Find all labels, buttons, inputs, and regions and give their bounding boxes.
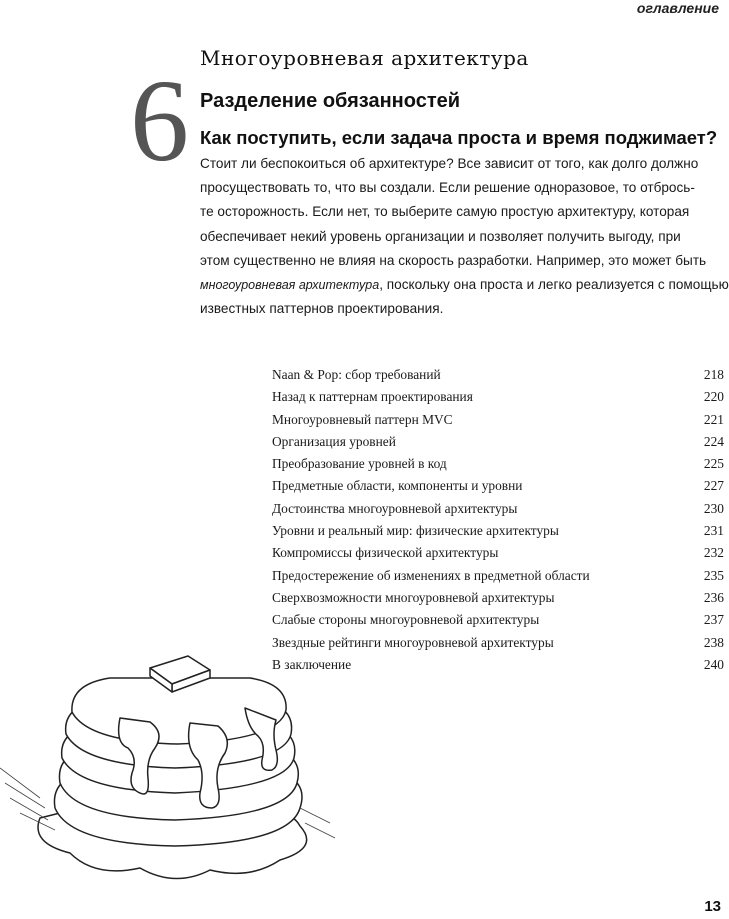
toc-entry[interactable] — [272, 386, 724, 408]
toc-entry-title: Слабые стороны многоуровневой архитектуры — [272, 612, 540, 628]
intro-line: этом существенно не влияя на скорость разработки. Например, это может быть — [200, 252, 707, 268]
chapter-title: Разделение обязанностей — [200, 90, 461, 112]
toc-entry-page: 240 — [703, 656, 724, 672]
toc-entry-title: Назад к паттернам проектирования — [272, 389, 473, 405]
toc-entry-page: 230 — [703, 500, 724, 516]
toc-entry-page: 237 — [703, 612, 724, 628]
toc-entry[interactable] — [272, 431, 724, 453]
toc-entry[interactable] — [272, 409, 724, 431]
toc-entry[interactable] — [272, 542, 724, 564]
toc-entry-page: 231 — [703, 523, 724, 539]
intro-emphasis: многоуровневая архитектура — [200, 278, 380, 293]
pancake-stack-illustration — [0, 648, 340, 898]
toc-entry-page: 232 — [703, 545, 724, 561]
toc-entry-title: Организация уровней — [272, 433, 396, 449]
toc-entry-page: 225 — [703, 456, 724, 472]
intro-question: Как поступить, если задача проста и время поджимает? — [200, 127, 718, 148]
toc-entry-page: 227 — [703, 478, 724, 494]
toc-entry-title: Сверхвозможности многоуровневой архитектуры — [272, 589, 555, 605]
toc-entry-title: Преобразование уровней в код — [272, 456, 447, 472]
toc-entry-page: 235 — [703, 567, 724, 583]
intro-line: Стоит ли беспокоиться об архитектуре? Все зависит от того, как долго должно — [200, 156, 699, 171]
toc-entry[interactable] — [272, 364, 724, 386]
toc-entry-page: 221 — [703, 411, 724, 427]
intro-paragraph — [200, 152, 729, 321]
toc-entry-page: 224 — [703, 433, 724, 449]
intro-line: те осторожность. Если нет, то выберите самую простую архитектуру, которая — [200, 204, 690, 220]
toc-entry[interactable] — [272, 498, 724, 520]
intro-line: обеспечивает некий уровень организации и позволяет получить выгоду, при — [200, 228, 681, 244]
toc-entry-title: Предметные области, компоненты и уровни — [272, 478, 523, 494]
toc-entry-title: Компромиссы физической архитектуры — [272, 545, 499, 561]
chapter-number: 6 — [130, 55, 189, 186]
page-number: 13 — [704, 898, 721, 915]
toc-entry[interactable] — [272, 565, 724, 587]
intro-line: просуществовать то, что вы создали. Если решение одноразовое, то отбрось- — [200, 180, 695, 196]
toc-entry-title: Предостережение об изменениях в предметной области — [272, 567, 590, 583]
toc-entry-title: Многоуровневый паттерн MVC — [272, 411, 453, 427]
intro-line-rest: , поскольку она проста и легко реализуется с помощью — [379, 277, 729, 293]
toc-entry-title: Звездные рейтинги многоуровневой архитектуры — [272, 634, 554, 650]
toc-entry[interactable] — [272, 520, 724, 542]
intro-line: известных паттернов проектирования. — [200, 301, 444, 317]
table-of-contents — [272, 364, 724, 676]
toc-entry[interactable] — [272, 453, 724, 475]
toc-entry-page: 218 — [703, 367, 724, 382]
intro-line — [200, 273, 729, 297]
toc-entry-page: 220 — [703, 389, 724, 405]
toc-entry-title: В заключение — [272, 656, 352, 672]
toc-entry-title: Уровни и реальный мир: физические архитектуры — [272, 523, 559, 539]
toc-entry[interactable] — [272, 475, 724, 497]
toc-entry[interactable] — [272, 609, 724, 631]
toc-entry-title: Достоинства многоуровневой архитектуры — [272, 500, 518, 516]
toc-entry-title: Naan & Pop: сбор требований — [272, 367, 441, 382]
toc-entry-page: 236 — [703, 589, 724, 605]
section-label: оглавление — [636, 0, 719, 16]
chapter-subtitle: Многоуровневая архитектура — [200, 46, 529, 70]
toc-entry[interactable] — [272, 587, 724, 609]
toc-entry-page: 238 — [703, 634, 724, 650]
